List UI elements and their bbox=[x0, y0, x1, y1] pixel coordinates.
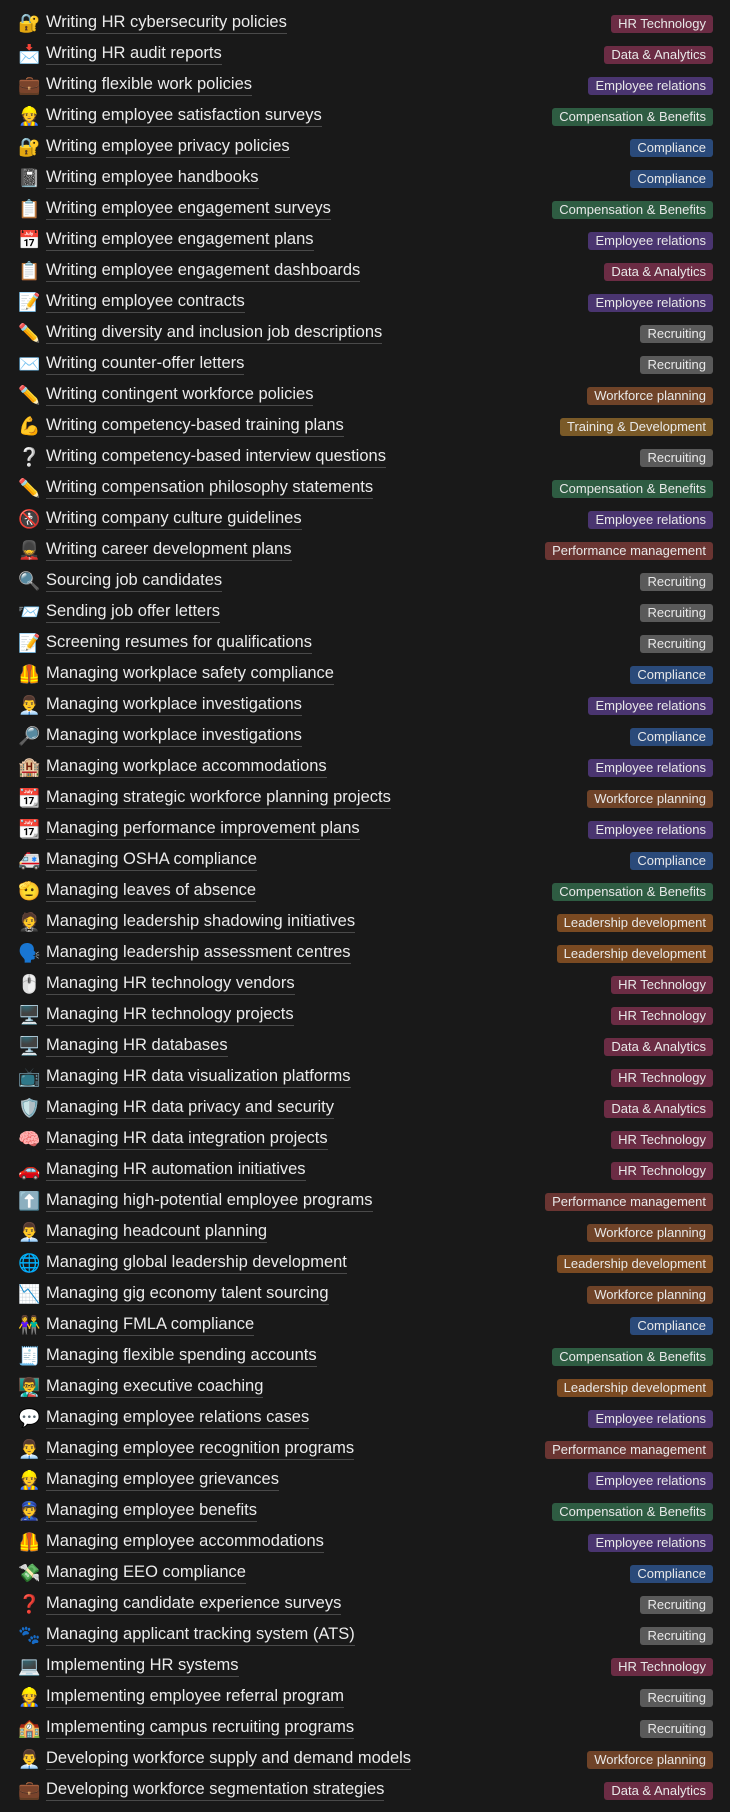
category-tag: Data & Analytics bbox=[604, 1782, 713, 1800]
list-item[interactable] bbox=[0, 876, 730, 907]
chart-decreasing-icon: 📉 bbox=[18, 1283, 41, 1305]
list-item[interactable] bbox=[0, 1279, 730, 1310]
incoming-envelope-icon: 📨 bbox=[18, 601, 41, 623]
item-title[interactable]: Managing global leadership development bbox=[46, 1253, 347, 1274]
list-item[interactable] bbox=[0, 1434, 730, 1465]
list-item[interactable] bbox=[0, 1124, 730, 1155]
category-tag: Data & Analytics bbox=[604, 1038, 713, 1056]
category-tag: Data & Analytics bbox=[604, 1100, 713, 1118]
tear-off-calendar-icon: 📆 bbox=[18, 818, 41, 840]
list-item[interactable] bbox=[0, 566, 730, 597]
calendar-icon: 📅 bbox=[18, 229, 41, 251]
category-tag: Recruiting bbox=[640, 635, 713, 653]
item-title[interactable]: Managing gig economy talent sourcing bbox=[46, 1284, 329, 1305]
notebook-icon: 📓 bbox=[18, 167, 41, 189]
worker-icon: 👷 bbox=[18, 105, 41, 127]
list-item[interactable] bbox=[0, 907, 730, 938]
category-tag: Workforce planning bbox=[587, 387, 713, 405]
category-tag: Recruiting bbox=[640, 604, 713, 622]
item-title[interactable]: Implementing HR systems bbox=[46, 1656, 239, 1677]
item-title[interactable]: Managing leadership shadowing initiatives bbox=[46, 912, 355, 933]
item-title[interactable]: Managing candidate experience surveys bbox=[46, 1594, 341, 1615]
category-tag: HR Technology bbox=[611, 15, 713, 33]
list-item[interactable] bbox=[0, 287, 730, 318]
saluting-face-icon: 🫡 bbox=[18, 880, 41, 902]
globe-icon: 🌐 bbox=[18, 1252, 41, 1274]
car-icon: 🚗 bbox=[18, 1159, 41, 1181]
category-tag: Compensation & Benefits bbox=[552, 883, 713, 901]
list-item[interactable] bbox=[0, 8, 730, 39]
item-title[interactable]: Managing employee benefits bbox=[46, 1501, 257, 1522]
desktop-computer-icon: 🖥️ bbox=[18, 1004, 41, 1026]
list-item[interactable] bbox=[0, 194, 730, 225]
office-worker-icon: 👨‍💼 bbox=[18, 694, 41, 716]
category-tag: Recruiting bbox=[640, 356, 713, 374]
category-tag: Compensation & Benefits bbox=[552, 108, 713, 126]
item-title[interactable]: Managing leaves of absence bbox=[46, 881, 256, 902]
list-item[interactable] bbox=[0, 1775, 730, 1806]
police-officer-icon: 👮 bbox=[18, 1500, 41, 1522]
list-item[interactable] bbox=[0, 1093, 730, 1124]
category-tag: Employee relations bbox=[588, 1534, 713, 1552]
list-item[interactable] bbox=[0, 1651, 730, 1682]
pencil-icon: ✏️ bbox=[18, 477, 41, 499]
category-tag: Performance management bbox=[545, 1193, 713, 1211]
item-title[interactable]: Managing workplace investigations bbox=[46, 695, 302, 716]
item-title[interactable]: Writing employee satisfaction surveys bbox=[46, 106, 322, 127]
item-title[interactable]: Managing employee recognition programs bbox=[46, 1439, 354, 1460]
list-item[interactable] bbox=[0, 1403, 730, 1434]
teacher-icon: 👨‍🏫 bbox=[18, 1376, 41, 1398]
no-pedestrians-icon: 🚷 bbox=[18, 508, 41, 530]
category-tag: Employee relations bbox=[588, 77, 713, 95]
list-item[interactable] bbox=[0, 969, 730, 1000]
list-item[interactable] bbox=[0, 1620, 730, 1651]
lock-with-key-icon: 🔐 bbox=[18, 12, 41, 34]
category-tag: Recruiting bbox=[640, 573, 713, 591]
person-in-tuxedo-icon: 🤵 bbox=[18, 911, 41, 933]
category-tag: Data & Analytics bbox=[604, 46, 713, 64]
list-item[interactable] bbox=[0, 1310, 730, 1341]
category-tag: Employee relations bbox=[588, 759, 713, 777]
item-title[interactable]: Writing compensation philosophy statements bbox=[46, 478, 373, 499]
item-title[interactable]: Writing flexible work policies bbox=[46, 75, 252, 96]
item-title[interactable]: Writing HR cybersecurity policies bbox=[46, 13, 287, 34]
category-tag: Employee relations bbox=[588, 511, 713, 529]
category-tag: Compensation & Benefits bbox=[552, 1503, 713, 1521]
category-tag: Workforce planning bbox=[587, 1286, 713, 1304]
safety-vest-icon: 🦺 bbox=[18, 663, 41, 685]
category-tag: Recruiting bbox=[640, 325, 713, 343]
category-tag: Compliance bbox=[630, 170, 713, 188]
desktop-computer-icon: 🖥️ bbox=[18, 1035, 41, 1057]
item-title[interactable]: Managing workplace investigations bbox=[46, 726, 302, 747]
envelope-icon: ✉️ bbox=[18, 353, 41, 375]
category-tag: HR Technology bbox=[611, 1007, 713, 1025]
item-title[interactable]: Writing employee engagement surveys bbox=[46, 199, 331, 220]
item-title[interactable]: Implementing campus recruiting programs bbox=[46, 1718, 354, 1739]
shield-icon: 🛡️ bbox=[18, 1097, 41, 1119]
item-title[interactable]: Writing company culture guidelines bbox=[46, 509, 302, 530]
item-title[interactable]: Managing HR data integration projects bbox=[46, 1129, 328, 1150]
list-item[interactable] bbox=[0, 783, 730, 814]
item-title[interactable]: Managing leadership assessment centres bbox=[46, 943, 351, 964]
item-title[interactable]: Writing employee contracts bbox=[46, 292, 245, 313]
item-title[interactable]: Managing HR databases bbox=[46, 1036, 228, 1057]
category-tag: Recruiting bbox=[640, 1689, 713, 1707]
list-item[interactable] bbox=[0, 132, 730, 163]
red-question-mark-icon: ❓ bbox=[18, 1593, 41, 1615]
category-tag: Recruiting bbox=[640, 1596, 713, 1614]
list-item[interactable] bbox=[0, 597, 730, 628]
category-tag: Workforce planning bbox=[587, 1751, 713, 1769]
item-title[interactable]: Managing HR technology vendors bbox=[46, 974, 295, 995]
lock-with-key-icon: 🔐 bbox=[18, 136, 41, 158]
tear-off-calendar-icon: 📆 bbox=[18, 787, 41, 809]
list-item[interactable] bbox=[0, 1682, 730, 1713]
worker-icon: 👷 bbox=[18, 1686, 41, 1708]
category-tag: Employee relations bbox=[588, 697, 713, 715]
item-title[interactable]: Managing strategic workforce planning projects bbox=[46, 788, 391, 809]
category-tag: Performance management bbox=[545, 1441, 713, 1459]
item-title[interactable]: Writing competency-based interview questions bbox=[46, 447, 386, 468]
list-item[interactable] bbox=[0, 1744, 730, 1775]
category-tag: Recruiting bbox=[640, 1720, 713, 1738]
item-title[interactable]: Writing competency-based training plans bbox=[46, 416, 344, 437]
list-item[interactable] bbox=[0, 1062, 730, 1093]
money-with-wings-icon: 💸 bbox=[18, 1562, 41, 1584]
magnifying-glass-right-icon: 🔎 bbox=[18, 725, 41, 747]
item-title[interactable]: Managing applicant tracking system (ATS) bbox=[46, 1625, 355, 1646]
list-item[interactable] bbox=[0, 1558, 730, 1589]
envelope-arrow-icon: 📩 bbox=[18, 43, 41, 65]
category-tag: Recruiting bbox=[640, 1627, 713, 1645]
list-item[interactable] bbox=[0, 1341, 730, 1372]
list-item[interactable] bbox=[0, 504, 730, 535]
item-title[interactable]: Implementing employee referral program bbox=[46, 1687, 344, 1708]
category-tag: Recruiting bbox=[640, 449, 713, 467]
list-item[interactable] bbox=[0, 1217, 730, 1248]
item-title[interactable]: Managing employee grievances bbox=[46, 1470, 279, 1491]
item-title[interactable]: Writing contingent workforce policies bbox=[46, 385, 313, 406]
list-item[interactable] bbox=[0, 411, 730, 442]
briefcase-icon: 💼 bbox=[18, 1779, 41, 1801]
list-item[interactable] bbox=[0, 845, 730, 876]
category-tag: HR Technology bbox=[611, 1131, 713, 1149]
question-mark-icon: ❔ bbox=[18, 446, 41, 468]
list-item[interactable] bbox=[0, 349, 730, 380]
category-tag: Compliance bbox=[630, 139, 713, 157]
television-icon: 📺 bbox=[18, 1066, 41, 1088]
list-item[interactable] bbox=[0, 1465, 730, 1496]
office-worker-icon: 👨‍💼 bbox=[18, 1221, 41, 1243]
speaking-head-icon: 🗣️ bbox=[18, 942, 41, 964]
receipt-icon: 🧾 bbox=[18, 1345, 41, 1367]
category-tag: Compensation & Benefits bbox=[552, 201, 713, 219]
item-title[interactable]: Writing HR audit reports bbox=[46, 44, 222, 65]
category-tag: Compliance bbox=[630, 728, 713, 746]
category-tag: Employee relations bbox=[588, 821, 713, 839]
brain-icon: 🧠 bbox=[18, 1128, 41, 1150]
list-item[interactable] bbox=[0, 752, 730, 783]
list-item[interactable] bbox=[0, 380, 730, 411]
list-item[interactable] bbox=[0, 1000, 730, 1031]
list-item[interactable] bbox=[0, 473, 730, 504]
item-title[interactable]: Developing workforce supply and demand models bbox=[46, 1749, 411, 1770]
item-title[interactable]: Managing HR data visualization platforms bbox=[46, 1067, 351, 1088]
briefcase-icon: 💼 bbox=[18, 74, 41, 96]
category-tag: HR Technology bbox=[611, 1162, 713, 1180]
clipboard-icon: 📋 bbox=[18, 260, 41, 282]
item-title[interactable]: Developing workforce segmentation strategies bbox=[46, 1780, 384, 1801]
category-tag: HR Technology bbox=[611, 1658, 713, 1676]
item-title[interactable]: Managing headcount planning bbox=[46, 1222, 267, 1243]
category-tag: Data & Analytics bbox=[604, 263, 713, 281]
paw-prints-icon: 🐾 bbox=[18, 1624, 41, 1646]
school-icon: 🏫 bbox=[18, 1717, 41, 1739]
flexed-biceps-icon: 💪 bbox=[18, 415, 41, 437]
list-item[interactable] bbox=[0, 1031, 730, 1062]
hotel-icon: 🏨 bbox=[18, 756, 41, 778]
list-item[interactable] bbox=[0, 690, 730, 721]
list-item[interactable] bbox=[0, 1496, 730, 1527]
list-item[interactable] bbox=[0, 814, 730, 845]
category-tag: Leadership development bbox=[557, 1255, 713, 1273]
list-item[interactable] bbox=[0, 721, 730, 752]
list-item[interactable] bbox=[0, 1248, 730, 1279]
category-tag: Compensation & Benefits bbox=[552, 480, 713, 498]
list-item[interactable] bbox=[0, 225, 730, 256]
category-tag: Leadership development bbox=[557, 914, 713, 932]
item-title[interactable]: Managing executive coaching bbox=[46, 1377, 263, 1398]
category-tag: Training & Development bbox=[560, 418, 713, 436]
item-title[interactable]: Writing employee engagement plans bbox=[46, 230, 314, 251]
category-tag: Compliance bbox=[630, 1317, 713, 1335]
item-title[interactable]: Managing workplace safety compliance bbox=[46, 664, 334, 685]
category-tag: Employee relations bbox=[588, 232, 713, 250]
item-title[interactable]: Writing employee engagement dashboards bbox=[46, 261, 360, 282]
item-title[interactable]: Managing FMLA compliance bbox=[46, 1315, 254, 1336]
category-tag: Employee relations bbox=[588, 1472, 713, 1490]
category-tag: Workforce planning bbox=[587, 1224, 713, 1242]
list-item[interactable] bbox=[0, 318, 730, 349]
item-title[interactable]: Writing career development plans bbox=[46, 540, 292, 561]
list-item[interactable] bbox=[0, 659, 730, 690]
list-item[interactable] bbox=[0, 39, 730, 70]
people-holding-hands-icon: 👫 bbox=[18, 1314, 41, 1336]
pencil-icon: ✏️ bbox=[18, 322, 41, 344]
list-item[interactable] bbox=[0, 1155, 730, 1186]
list-item[interactable] bbox=[0, 628, 730, 659]
item-title[interactable]: Managing flexible spending accounts bbox=[46, 1346, 317, 1367]
item-title[interactable]: Managing workplace accommodations bbox=[46, 757, 327, 778]
category-tag: Compliance bbox=[630, 1565, 713, 1583]
list-item[interactable] bbox=[0, 1713, 730, 1744]
item-title[interactable]: Managing OSHA compliance bbox=[46, 850, 257, 871]
safety-vest-icon: 🦺 bbox=[18, 1531, 41, 1553]
category-tag: HR Technology bbox=[611, 976, 713, 994]
category-tag: Compliance bbox=[630, 666, 713, 684]
category-tag: HR Technology bbox=[611, 1069, 713, 1087]
list-item[interactable] bbox=[0, 70, 730, 101]
category-tag: Compensation & Benefits bbox=[552, 1348, 713, 1366]
computer-mouse-icon: 🖱️ bbox=[18, 973, 41, 995]
speech-bubble-icon: 💬 bbox=[18, 1407, 41, 1429]
list-item[interactable] bbox=[0, 1372, 730, 1403]
item-title[interactable]: Writing diversity and inclusion job descriptions bbox=[46, 323, 382, 344]
item-title[interactable]: Screening resumes for qualifications bbox=[46, 633, 312, 654]
guard-icon: 💂 bbox=[18, 539, 41, 561]
category-tag: Workforce planning bbox=[587, 790, 713, 808]
pencil-icon: ✏️ bbox=[18, 384, 41, 406]
list-item[interactable] bbox=[0, 1589, 730, 1620]
office-worker-icon: 👨‍💼 bbox=[18, 1438, 41, 1460]
ambulance-icon: 🚑 bbox=[18, 849, 41, 871]
item-title[interactable]: Managing HR data privacy and security bbox=[46, 1098, 334, 1119]
list-item[interactable] bbox=[0, 535, 730, 566]
laptop-icon: 💻 bbox=[18, 1655, 41, 1677]
worker-icon: 👷 bbox=[18, 1469, 41, 1491]
category-tag: Performance management bbox=[545, 542, 713, 560]
memo-icon: 📝 bbox=[18, 291, 41, 313]
item-title[interactable]: Managing high-potential employee programs bbox=[46, 1191, 373, 1212]
item-title[interactable]: Writing employee privacy policies bbox=[46, 137, 290, 158]
item-title[interactable]: Writing counter-offer letters bbox=[46, 354, 244, 375]
list-item[interactable] bbox=[0, 163, 730, 194]
up-arrow-icon: ⬆️ bbox=[18, 1190, 41, 1212]
category-tag: Leadership development bbox=[557, 1379, 713, 1397]
clipboard-icon: 📋 bbox=[18, 198, 41, 220]
item-title[interactable]: Writing employee handbooks bbox=[46, 168, 259, 189]
item-title[interactable]: Managing EEO compliance bbox=[46, 1563, 246, 1584]
item-title[interactable]: Sourcing job candidates bbox=[46, 571, 222, 592]
list-item[interactable] bbox=[0, 1186, 730, 1217]
item-title[interactable]: Sending job offer letters bbox=[46, 602, 220, 623]
item-title[interactable]: Managing employee relations cases bbox=[46, 1408, 309, 1429]
item-title[interactable]: Managing HR technology projects bbox=[46, 1005, 294, 1026]
list-item[interactable] bbox=[0, 442, 730, 473]
magnifying-glass-icon: 🔍 bbox=[18, 570, 41, 592]
item-title[interactable]: Managing employee accommodations bbox=[46, 1532, 324, 1553]
category-tag: Compliance bbox=[630, 852, 713, 870]
list-item[interactable] bbox=[0, 101, 730, 132]
item-title[interactable]: Managing HR automation initiatives bbox=[46, 1160, 306, 1181]
memo-icon: 📝 bbox=[18, 632, 41, 654]
list-item[interactable] bbox=[0, 256, 730, 287]
category-tag: Leadership development bbox=[557, 945, 713, 963]
item-title[interactable]: Managing performance improvement plans bbox=[46, 819, 360, 840]
list-item[interactable] bbox=[0, 938, 730, 969]
category-tag: Employee relations bbox=[588, 294, 713, 312]
list-item[interactable] bbox=[0, 1527, 730, 1558]
office-worker-icon: 👨‍💼 bbox=[18, 1748, 41, 1770]
category-tag: Employee relations bbox=[588, 1410, 713, 1428]
